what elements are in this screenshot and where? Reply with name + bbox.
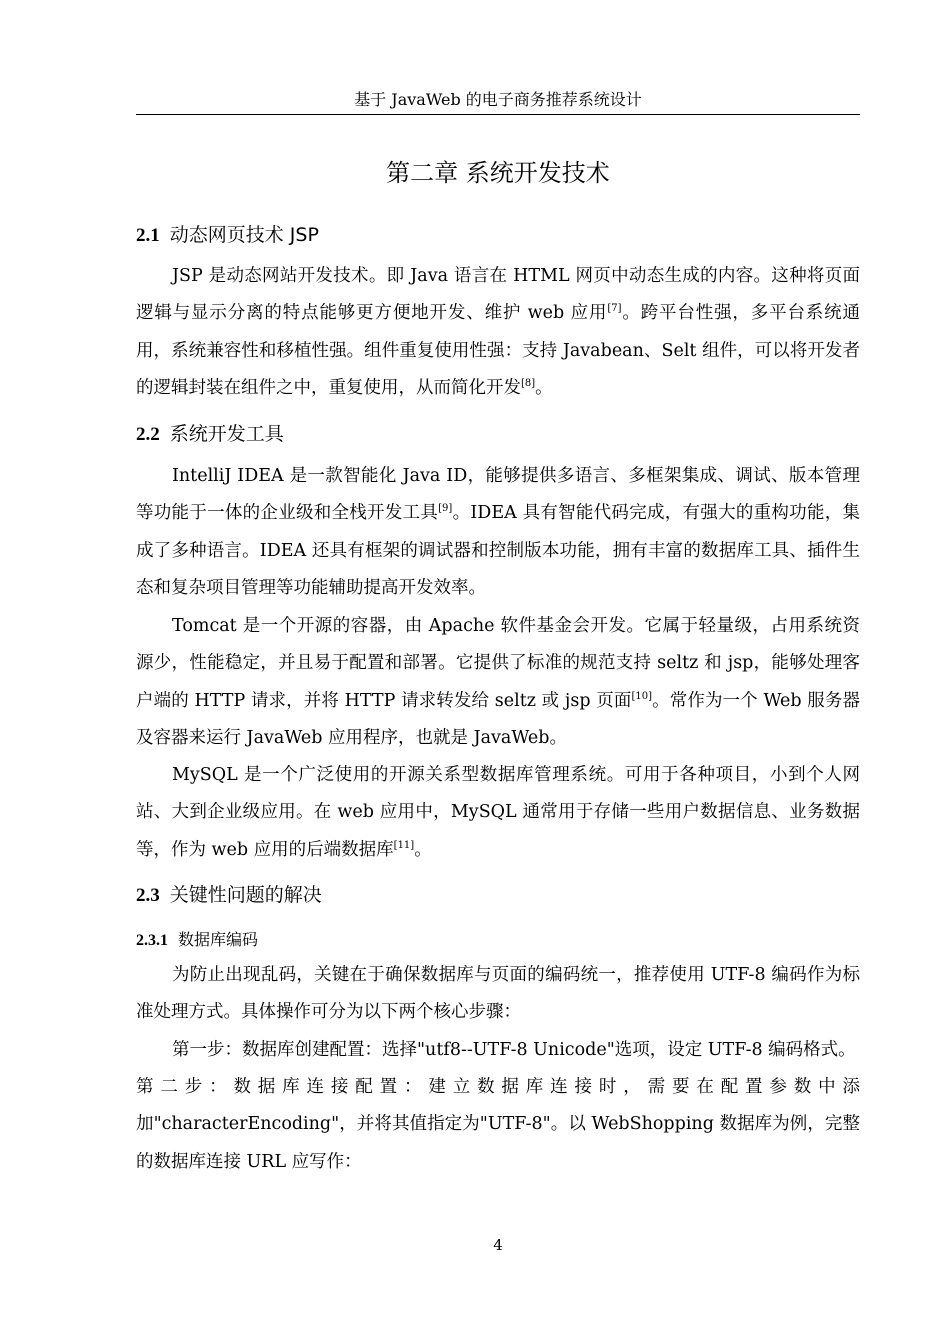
text: 。跨平台性强，多平台系统通用，系统兼容性和移植性强。组件重复使用性强：支持 Javabean、Selt 组件，可以将开发者的逻辑封装在组件之中，重复使用，从而简化开发 xyxy=(136,303,861,398)
text: IntelliJ IDEA 是一款智能化 Java ID，能够提供多语言、多框架集成、调试、版本管理等功能于一体的企业级和全栈开发工具 xyxy=(136,466,860,524)
citation: [11] xyxy=(393,839,415,851)
text: 。IDEA 具有智能代码完成，有强大的重构功能，集成了多种语言。IDEA 还具有框架的调试器和控制版本功能，拥有丰富的数据库工具、插件生态和复杂项目管理等功能辅助提高开发效率。 xyxy=(136,503,860,598)
citation: [7] xyxy=(607,303,622,315)
chapter-title: 第二章 系统开发技术 xyxy=(386,159,610,187)
paragraph-encoding: 为防止出现乱码，关键在于确保数据库与页面的编码统一，推荐使用 UTF-8 编码作为标准处理方式。具体操作可分为以下两个核心步骤： xyxy=(136,965,860,1023)
citation: [8] xyxy=(521,377,536,389)
paragraph-mysql xyxy=(136,757,860,869)
paragraph-step-one: 第一步：数据库创建配置：选择"utf8--UTF-8 Unicode"选项，设定 UTF-8 编码格式。 xyxy=(172,1040,856,1060)
section-title: 关键性问题的解决 xyxy=(169,884,322,906)
section-number: 2.3 xyxy=(136,885,160,906)
section-heading-2-2 xyxy=(136,421,284,448)
section-title: 动态网页技术 JSP xyxy=(169,224,319,246)
section-heading-2-1 xyxy=(136,222,319,249)
text: MySQL 是一个广泛使用的开源关系型数据库管理系统。可用于各种项目，小到个人网站、大到企业级应用。在 web 应用中，MySQL 通常用于存储一些用户数据信息、业务数据等，作为 web 应用的后端数据库 xyxy=(136,765,860,860)
section-title: 系统开发工具 xyxy=(169,423,284,445)
text: 。常作为一个 Web 服务器及容器来运行 JavaWeb 应用程序，也就是 JavaWeb。 xyxy=(136,690,860,748)
paragraph-idea xyxy=(136,458,860,607)
section-heading-2-3 xyxy=(136,882,322,909)
subsection-number: 2.3.1 xyxy=(136,932,168,949)
text: 。 xyxy=(414,839,432,860)
paragraph-jsp xyxy=(136,258,860,407)
section-number: 2.2 xyxy=(136,424,160,445)
citation: [9] xyxy=(438,503,453,515)
paragraph-tomcat xyxy=(136,608,860,757)
page-number: 4 xyxy=(493,1236,503,1254)
subsection-title: 数据库编码 xyxy=(178,930,259,949)
running-header: 基于 JavaWeb 的电子商务推荐系统设计 xyxy=(354,90,642,109)
paragraph-step-two: 第二步：数据库连接配置：建立数据库连接时，需要在配置参数中添加"characterEncoding"，并将其值指定为"UTF-8"。以 WebShopping 数据库为例，完整的数据库连接 URL 应写作： xyxy=(136,1077,860,1172)
text: JSP 是动态网站开发技术。即 Java 语言在 HTML 网页中动态生成的内容。这种将页面逻辑与显示分离的特点能够更方便地开发、维护 web 应用 xyxy=(136,266,860,324)
header-rule xyxy=(136,114,860,115)
section-number: 2.1 xyxy=(136,225,160,246)
text: 。 xyxy=(535,377,553,398)
subsection-heading-2-3-1 xyxy=(136,929,258,952)
citation: [10] xyxy=(631,690,652,702)
text: Tomcat 是一个开源的容器，由 Apache 软件基金会开发。它属于轻量级，占用系统资源少，性能稳定，并且易于配置和部署。它提供了标准的规范支持 seltz 和 jsp，能够处理客户端的 HTTP 请求，并将 HTTP 请求转发给 seltz 或 jsp 页面 xyxy=(136,616,860,711)
